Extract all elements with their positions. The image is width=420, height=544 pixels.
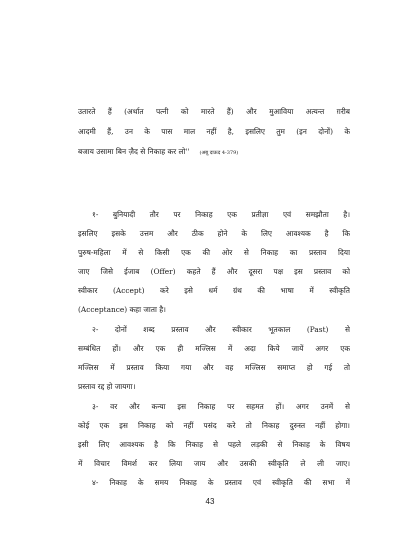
citation-reference: (अबू दाऊद 4-379) xyxy=(199,150,239,156)
page-number: 43 xyxy=(205,497,215,506)
paragraph-4-line: ४- निकाह के समय निकाह के प्रस्ताव एवं स्वीकृति की सभा में xyxy=(92,478,350,487)
paragraph-3-line: इसी लिए आवश्यक है कि निकाह से पहले लड़की से निकाह के विषय xyxy=(78,440,350,449)
paragraph-1-line: १- बुनियादी तौर पर निकाह एक प्रतीज्ञा एवं समझौता है। xyxy=(92,210,350,219)
text-line: उतारते हैं (अर्थात पत्नी को मारते हैं) और मुआविया अत्यन्त ग़रीब xyxy=(78,107,350,116)
text-line xyxy=(78,147,350,158)
paragraph-3-line: में विचार विमर्श कर लिया जाय और उसकी स्वीकृति ले ली जाए। xyxy=(78,459,350,468)
paragraph-1-line: जाए जिसे ईजाब (Offer) कहते हैं और दूसरा पक्ष इस प्रस्ताव को xyxy=(78,267,350,276)
paragraph-2-line: प्रस्ताव रद्द हो जायगा। xyxy=(78,382,136,391)
paragraph-2-line: २- दोनों शब्द प्रस्ताव और स्वीकार भूतकाल (Past) से xyxy=(92,325,350,334)
quote-end-text: बजाय उसामा बिन ज़ैद से निकाह कर लो'' xyxy=(78,147,190,156)
paragraph-2-line: मज्लिस में प्रस्ताव किया गया और वह मज्लिस समाप्त हो गई तो xyxy=(78,363,350,372)
paragraph-3-line: कोई एक इस निकाह को नहीं पसंद करे तो निकाह दुरुस्त नहीं होगा। xyxy=(78,421,350,430)
paragraph-3-line: ३- वर और कन्या इस निकाह पर सहमत हों। अगर उनमें से xyxy=(92,402,350,411)
paragraph-1-line: (Acceptance) कहा जाता है। xyxy=(78,305,166,314)
paragraph-1-line: इसलिए इसके उत्तम और ठीक होने के लिए आवश्यक है कि xyxy=(78,229,350,238)
paragraph-2-line: सम्बंधित हों। और एक ही मज्लिस में अदा किये जायें अगर एक xyxy=(78,344,350,353)
paragraph-1-line: स्वीकार (Accept) करे इसे धर्म ग्रंथ की भाषा में स्वीकृति xyxy=(78,286,350,295)
text-line: आदमी हैं, उन के पास माल नहीं है, इसलिए तुम (इन दोनों) के xyxy=(78,127,350,136)
paragraph-1-line: पुरुष-महिला में से किसी एक की ओर से निकाह का प्रस्ताव दिया xyxy=(78,248,350,257)
